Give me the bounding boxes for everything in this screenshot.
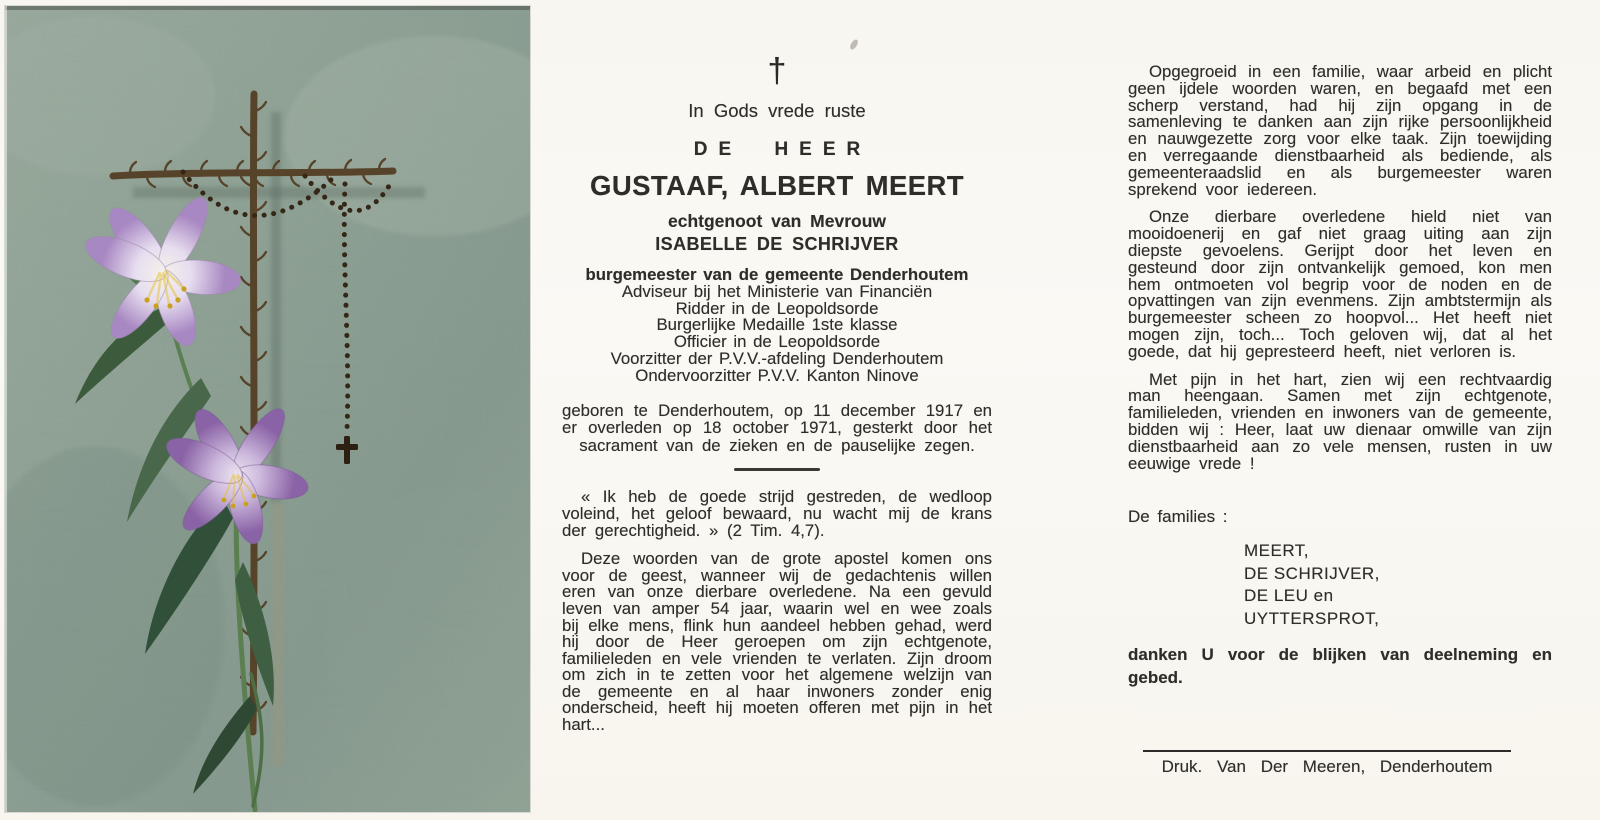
cross-symbol: † [767,52,787,90]
title-line: Ridder in de Leopoldsorde [675,298,879,318]
honorific-text: DE HEER [693,139,872,160]
family-name: MEERT, [1244,541,1310,561]
title-line: Ondervoorzitter P.V.V. Kanton Ninove [635,365,919,385]
family-name: DE SCHRIJVER, [1244,563,1380,583]
thanks-text: danken U voor de blijken van deelneming en gebed. [1128,645,1552,688]
life-dates: geboren te Denderhoutem, op 11 december 1917 en er overleden op 18 october 1971, gesterkt door het sacrament van de zieken en de pauselijke zegen. [562,400,992,455]
scripture-quote: « Ik heb de goede strijd gestreden, de wedloop voleind, het geloof bewaard, nu wacht mij de krans der gerechtigheid. » (2 Tim. 4,7). [562,487,992,540]
title-line: Burgerlijke Medaille 1ste klasse [656,315,898,335]
family-name: UYTTERSPROT, [1244,608,1380,628]
eulogy-paragraph: Onze dierbare overledene hield niet van mooidoenerij en gaf niet graag uiting aan zijn diepste gevoelens. Gerijpt door het leven en gesteund door zijn ontvankelijk gemoed, kon men hem ontmoeten vol begrip voor de noden en de opvattingen van zijn evenmens. Zijn ambtstermijn als burgemeester scheen zo hoopvol... Het heeft niet mogen zijn, toch... Toch geloven wij, dat al het goede, dat hij gepresteerd heeft, niet verloren is. [1128,207,1552,361]
title-line: Adviseur bij het Ministerie van Financiën [621,281,933,301]
title-line: Officier in de Leopoldsorde [673,332,881,352]
eulogy-paragraph: Met pijn in het hart, zien wij een rechtvaardig man heengaan. Samen met zijn echtgenote, familieleden, vrienden en inwoners van de gemeente, bidden wij : Heer, laat uw dienaar omwille van zijn dienstbaarheid aan zo vele mensen, rusten in uw eeuwige vrede ! [1128,369,1552,473]
inside-left-page [562,0,992,734]
card-front-cover [5,6,530,812]
inside-right-page [1128,0,1552,689]
title-line: Voorzitter der P.V.V.-afdeling Denderhoutem [610,348,944,368]
front-cover-illustration [5,6,530,812]
title-line: burgemeester van de gemeente Denderhoutem [585,265,969,284]
spouse-name: ISABELLE DE SCHRIJVER [655,234,899,254]
family-names-list [1244,540,1552,630]
printer-credit: Druk. Van Der Meeren, Denderhoutem [1143,750,1511,777]
titles-list [562,267,992,385]
eulogy-paragraph: Opgegroeid in een familie, waar arbeid en plicht geen ijdele woorden waren, en begaafd met een scherp verstand, had hij zijn opgang in de samenleving te danken aan zijn rijke persoonlijkheid en nauwgezette zorg voor elke taak. Zijn toewijding en verregaande dienstbaarheid als bediende, als gemeenteraadslid en als burgemeester waren sprekend voor iedereen. [1128,62,1552,199]
deceased-name: GUSTAAF, ALBERT MEERT [590,170,964,201]
section-divider [734,468,820,471]
spouse-intro: echtgenoot van Mevrouw [667,211,887,231]
family-name: DE LEU en [1244,586,1334,606]
eulogy-paragraph: Deze woorden van de grote apostel komen ons voor de geest, wanneer wij de gedachtenis willen eren van onze dierbare overledene. Na een gevuld leven van amper 54 jaar, waarin wel en wee zoals bij elke mens, flink hun aandeel hebben gehad, werd hij door de Heer geroepen om zijn echtgenote, familieleden en vele vrienden te verlaten. Zijn droom om zich in te zetten voor het algemene welzijn van de gemeente en al haar inwoners zonder enig onderscheid, heeft hij moeten offeren met pijn in het hart... [562,549,992,735]
motto-text: In Gods vrede ruste [688,100,866,121]
families-label: De families : [1128,507,1228,527]
